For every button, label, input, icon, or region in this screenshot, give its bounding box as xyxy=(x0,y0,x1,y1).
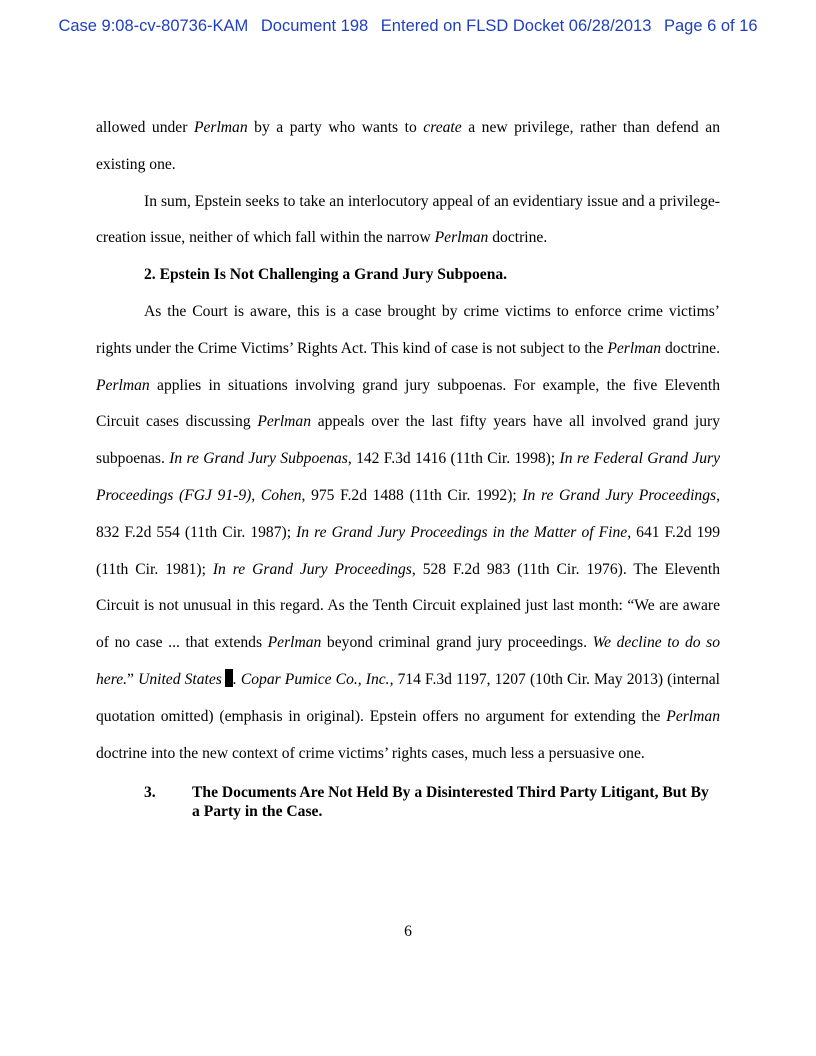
text-run: , 832 F.2d 554 (11th Cir. 1987); xyxy=(96,486,720,541)
section-heading-3 xyxy=(96,783,720,821)
paragraph-continuation xyxy=(96,110,720,184)
text-run: doctrine into the new context of crime victims’ rights cases, much less a persuasive one. xyxy=(96,744,645,762)
case-name-perlman: Perlman xyxy=(257,413,312,431)
case-citation: In re Federal Grand Jury Proceedings (FGJ 91-9), Cohen xyxy=(96,450,720,504)
header-case-number: Case 9:08-cv-80736-KAM xyxy=(58,17,249,35)
paragraph-grand-jury xyxy=(96,294,720,772)
header-entered-date: Entered on FLSD Docket 06/28/2013 xyxy=(380,17,652,35)
text-run: , 528 F.2d 983 (11th Cir. 1976). The Eleventh Circuit is not unusual in this regard. As the Tenth Circuit explained just last month: “We are aware of no case ... that extends xyxy=(96,560,720,652)
text-run: ” xyxy=(127,670,139,688)
text-run: applies in situations involving grand jury subpoenas. For example, the five Eleventh Circuit cases discussing xyxy=(96,376,720,431)
case-name-perlman: Perlman xyxy=(96,376,150,394)
case-citation: In re Grand Jury Proceedings xyxy=(522,486,717,504)
paragraph-summary xyxy=(96,184,720,258)
case-name-perlman: Perlman xyxy=(434,229,489,247)
text-run: a new privilege, rather than defend an existing one. xyxy=(96,119,720,173)
section-title: The Documents Are Not Held By a Disinterested Third Party Litigant, But By a Party in the Case. xyxy=(192,784,709,821)
case-citation: United States xyxy=(138,670,222,688)
header-page-count: Page 6 of 16 xyxy=(663,17,758,35)
quoted-emphasis: We decline to do so here. xyxy=(96,634,720,688)
text-run: allowed under xyxy=(96,119,194,136)
case-citation: . Copar Pumice Co., Inc., xyxy=(232,670,394,688)
section-heading-2: 2. Epstein Is Not Challenging a Grand Jury Subpoena. xyxy=(144,266,508,284)
case-citation: In re Grand Jury Proceedings xyxy=(212,560,412,578)
emphasis-create: create xyxy=(423,119,462,136)
text-run: appeals over the last fifty years have all involved grand jury subpoenas. xyxy=(96,413,720,468)
text-run: , 142 F.3d 1416 (11th Cir. 1998); xyxy=(347,450,560,468)
document-body xyxy=(96,110,720,821)
case-name-perlman: Perlman xyxy=(193,119,248,136)
text-run: by a party who wants to xyxy=(247,119,424,136)
text-run: , 641 F.2d 199 (11th Cir. 1981); xyxy=(96,523,721,578)
text-run: doctrine. xyxy=(661,339,720,357)
docket-header xyxy=(0,17,816,36)
redaction-block xyxy=(225,669,233,687)
page-number: 6 xyxy=(404,923,412,940)
text-run: In sum, Epstein seeks to take an interlocutory appeal of an evidentiary issue and a privilege-creation issue, neither of which fall within the narrow xyxy=(96,192,720,247)
case-name-perlman: Perlman xyxy=(607,339,662,357)
case-citation: In re Grand Jury Proceedings in the Matter of Fine xyxy=(296,523,628,541)
case-name-perlman: Perlman xyxy=(267,634,322,652)
text-run: doctrine. xyxy=(488,229,548,247)
header-document-number: Document 198 xyxy=(260,17,369,35)
case-name-perlman: Perlman xyxy=(666,707,720,725)
section-number: 3. xyxy=(144,784,156,802)
case-citation: In re Grand Jury Subpoenas xyxy=(169,450,348,468)
text-run: As the Court is aware, this is a case brought by crime victims to enforce crime victims’ rights under the Crime Victims’ Rights Act. This kind of case is not subject to the xyxy=(96,302,720,357)
text-run: 714 F.3d 1197, 1207 (10th Cir. May 2013) (internal quotation omitted) (emphasis in original). Epstein offers no argument for extending the xyxy=(96,670,720,725)
text-run: beyond criminal grand jury proceedings. xyxy=(321,634,593,652)
text-run: , 975 F.2d 1488 (11th Cir. 1992); xyxy=(301,486,523,504)
